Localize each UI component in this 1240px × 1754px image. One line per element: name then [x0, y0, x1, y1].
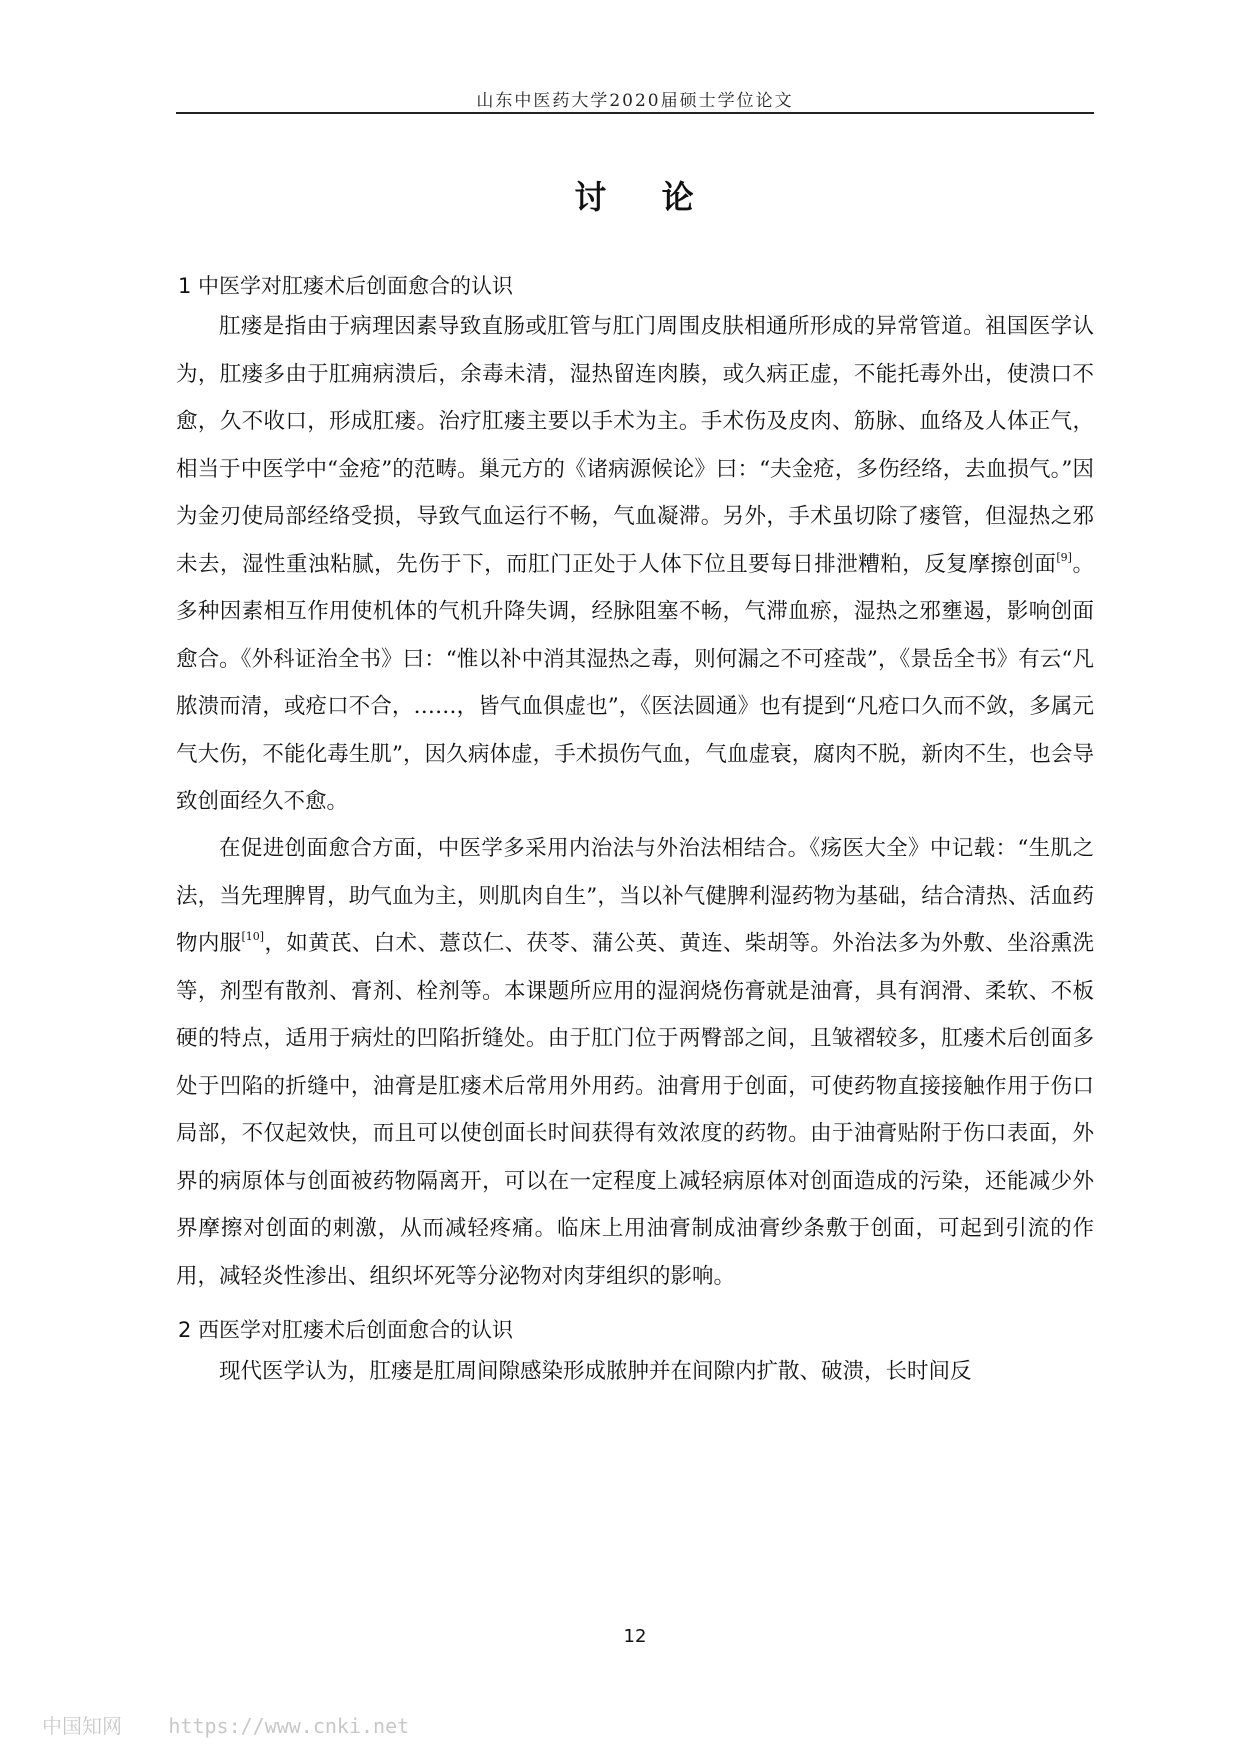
- header-rule: [176, 112, 1094, 114]
- section-heading-2: 2 西医学对肛瘘术后创面愈合的认识: [178, 1318, 514, 1342]
- paragraph-2-text-a: 在促进创面愈合方面，中医学多采用内治法与外治法相结合。《疡医大全》中记载：“生肌之法，当先理脾胃，助气血为主，则肌肉自生”，当以补气健脾利湿药物为基础，结合清热、活血药物内服: [176, 836, 1094, 956]
- chapter-title-char-1: 讨: [574, 178, 609, 216]
- watermark-url: https://www.cnki.net: [168, 1714, 410, 1738]
- chapter-title-char-2: 论: [661, 178, 696, 216]
- citation-9: [9]: [1056, 550, 1072, 564]
- watermark-brand: 中国知网: [42, 1714, 122, 1738]
- paragraph-1-text-a: 肛瘘是指由于病理因素导致直肠或肛管与肛门周围皮肤相通所形成的异常管道。祖国医学认为，肛瘘多由于肛痈病溃后，余毒未清，湿热留连肉腠，或久病正虚，不能托毒外出，使溃口不愈，久不收口，形成肛瘘。治疗肛瘘主要以手术为主。手术伤及皮肉、筋脉、血络及人体正气，相当于中医学中“金疮”的范畴。巢元方的《诸病源候论》曰：“夫金疮，多伤经络，去血损气。”因为金刃使局部经络受损，导致气血运行不畅，气血凝滞。另外，手术虽切除了瘘管，但湿热之邪未去，湿性重浊粘腻，先伤于下，而肛门正处于人体下位且要每日排泄糟粕，反复摩擦创面: [176, 314, 1094, 577]
- running-header: 山东中医药大学2020届硕士学位论文: [476, 91, 794, 111]
- paragraph-2: [176, 825, 1094, 1300]
- paragraph-3: 现代医学认为，肛瘘是肛周间隙感染形成脓肿并在间隙内扩散、破溃，长时间反: [219, 1359, 972, 1384]
- paragraph-1-text-b: 。多种因素相互作用使机体的气机升降失调，经脉阻塞不畅，气滞血瘀，湿热之邪壅遏，影响创面愈合。《外科证治全书》曰：“惟以补中消其湿热之毒，则何漏之不可痊哉”，《景岳全书》有云“凡脓溃而清，或疮口不合，……，皆气血俱虚也”，《医法圆通》也有提到“凡疮口久而不敛，多属元气大伤，不能化毒生肌”，因久病体虚，手术损伤气血，气血虚衰，腐肉不脱，新肉不生，也会导致创面经久不愈。: [176, 551, 1094, 814]
- cnki-watermark: [42, 1710, 409, 1739]
- paragraph-1: [176, 303, 1094, 826]
- paragraph-2-text-b: ，如黄芪、白术、薏苡仁、茯苓、蒲公英、黄连、柴胡等。外治法多为外敷、坐浴熏洗等，剂型有散剂、膏剂、栓剂等。本课题所应用的湿润烧伤膏就是油膏，具有润滑、柔软、不板硬的特点，适用于病灶的凹陷折缝处。由于肛门位于两臀部之间，且皱褶较多，肛瘘术后创面多处于凹陷的折缝中，油膏是肛瘘术后常用外用药。油膏用于创面，可使药物直接接触作用于伤口局部，不仅起效快，而且可以使创面长时间获得有效浓度的药物。由于油膏贴附于伤口表面，外界的病原体与创面被药物隔离开，可以在一定程度上减轻病原体对创面造成的污染，还能减少外界摩擦对创面的刺激，从而减轻疼痛。临床上用油膏制成油膏纱条敷于创面，可起到引流的作用，减轻炎性渗出、组织坏死等分泌物对肉芽组织的影响。: [176, 931, 1094, 1289]
- chapter-title: [176, 172, 1094, 218]
- citation-10: [10]: [241, 930, 265, 943]
- page-number: 12: [623, 1626, 647, 1647]
- section-heading-1: 1 中医学对肛瘘术后创面愈合的认识: [178, 274, 514, 298]
